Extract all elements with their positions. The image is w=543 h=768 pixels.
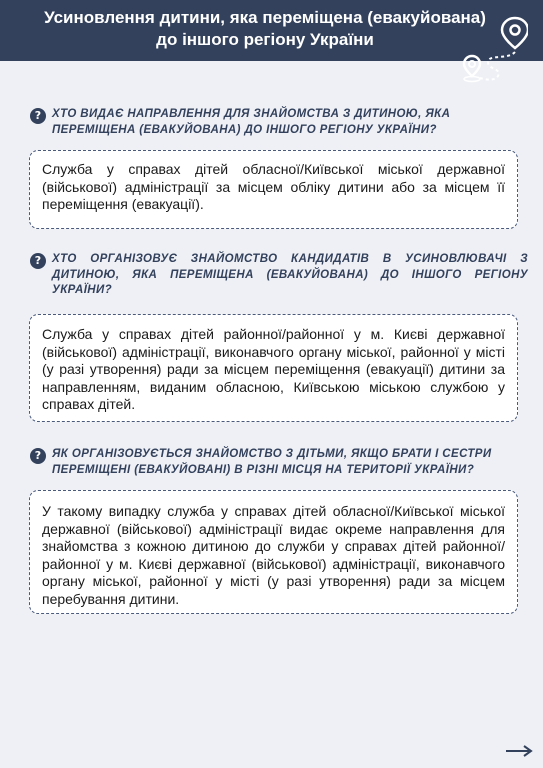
page-title: Усиновлення дитини, яка переміщена (евакуйована) до іншого регіону України	[44, 8, 486, 49]
answer-1-box	[29, 150, 518, 229]
question-3-text: ЯК ОРГАНІЗОВУЄТЬСЯ ЗНАЙОМСТВО З ДІТЬМИ, ЯКЩО БРАТИ І СЕСТРИ ПЕРЕМІЩЕНІ (ЕВАКУЙОВАНІ) В РІЗНІ МІСЦЯ НА ТЕРИТОРІЇ УКРАЇНИ?	[52, 448, 492, 476]
answer-3-text: У такому випадку служба у справах дітей обласної/Київської міської державної (військової) адміністрації видає окреме направлення для знайомства з кожною дитиною до служби у справах дітей районної/районної у м. Києві державної (військової) адміністрації, виконавчого органу міської, районної у місті (у разі утворення) ради за місцем перебування дитини.	[42, 503, 505, 607]
location-route-icon	[458, 16, 528, 84]
question-2-text: ХТО ОРГАНІЗОВУЄ ЗНАЙОМСТВО КАНДИДАТІВ В УСИНОВЛЮВАЧІ З ДИТИНОЮ, ЯКА ПЕРЕМІЩЕНА (ЕВАКУЙОВАНА) ДО ІНШОГО РЕГІОНУ УКРАЇНИ?	[52, 253, 528, 296]
question-mark-icon: ?	[30, 253, 46, 269]
answer-2-text: Служба у справах дітей районної/районної у м. Києві державної (військової) адміністрації, виконавчого органу міської, районної у місті (у разі утворення) ради за місцем переміщення (евакуації) дитини за направленням, виданим обласною, Київською міською службою у справах дітей.	[42, 326, 505, 412]
question-1-text: ХТО ВИДАЄ НАПРАВЛЕННЯ ДЛЯ ЗНАЙОМСТВА З ДИТИНОЮ, ЯКА ПЕРЕМІЩЕНА (ЕВАКУЙОВАНА) ДО ІНШОГО РЕГІОНУ УКРАЇНИ?	[52, 108, 451, 136]
question-mark-icon: ?	[30, 448, 46, 464]
answer-2-box	[29, 314, 518, 422]
arrow-right-icon[interactable]	[505, 745, 533, 757]
answer-3-box	[29, 490, 518, 614]
question-mark-icon: ?	[30, 108, 46, 124]
answer-1-text: Служба у справах дітей обласної/Київської міської державної (військової) адміністрації за місцем обліку дитини або за місцем її переміщення (евакуації).	[42, 161, 505, 212]
page-header	[0, 0, 543, 61]
